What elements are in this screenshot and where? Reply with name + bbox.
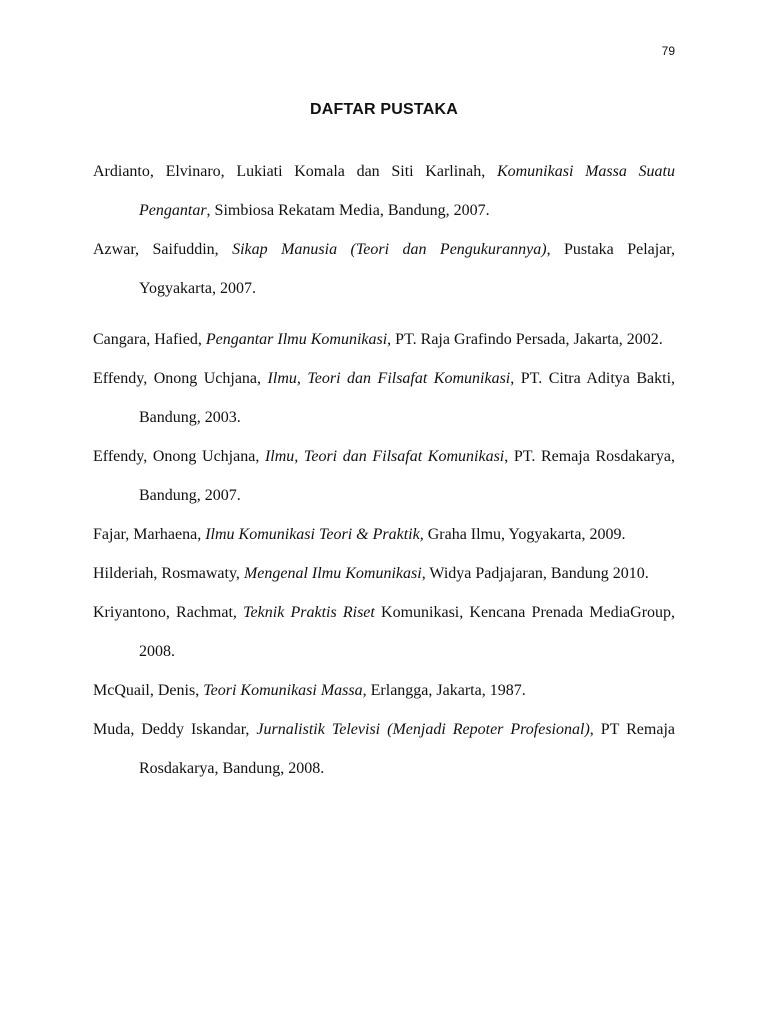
reference-author: Effendy, Onong Uchjana, — [93, 370, 262, 387]
reference-title: Sikap Manusia (Teori dan Pengukurannya) — [232, 241, 547, 258]
reference-publisher: , Simbiosa Rekatam Media, Bandung, 2007. — [206, 202, 490, 219]
reference-publisher: , PT. Raja Grafindo Persada, Jakarta, 2002. — [387, 331, 663, 348]
reference-author: Effendy, Onong Uchjana, — [93, 448, 260, 465]
reference-author: Cangara, Hafied, — [93, 331, 202, 348]
reference-publisher: , PT Remaja Rosdakarya, Bandung, 2008. — [139, 721, 676, 777]
reference-author: McQuail, Denis, — [93, 682, 200, 699]
reference-title: Jurnalistik Televisi (Menjadi Repoter Profesional) — [256, 721, 590, 738]
reference-entry — [93, 671, 675, 710]
reference-entry — [93, 320, 675, 359]
reference-author: Hilderiah, Rosmawaty, — [93, 565, 240, 582]
page-title: DAFTAR PUSTAKA — [310, 101, 458, 118]
reference-title: Ilmu, Teori dan Filsafat Komunikasi — [267, 370, 511, 387]
reference-entry — [93, 230, 675, 308]
reference-list — [93, 152, 675, 788]
reference-author: Ardianto, Elvinaro, Lukiati Komala dan Siti Karlinah, — [93, 163, 486, 180]
reference-title: Komunikasi Massa Suatu Pengantar — [139, 163, 675, 219]
reference-title: Teori Komunikasi Massa — [203, 682, 363, 699]
reference-title: Mengenal Ilmu Komunikasi — [243, 565, 422, 582]
reference-publisher: , PT. Remaja Rosdakarya, Bandung, 2007. — [139, 448, 676, 504]
reference-entry — [93, 437, 675, 515]
reference-author: Azwar, Saifuddin, — [93, 241, 219, 258]
reference-publisher: , Erlangga, Jakarta, 1987. — [362, 682, 526, 699]
reference-publisher: Komunikasi, Kencana Prenada MediaGroup, 2008. — [139, 604, 676, 660]
reference-entry — [93, 515, 675, 554]
reference-publisher: Graha Ilmu, Yogyakarta, 2009. — [423, 526, 626, 543]
reference-publisher: , Widya Padjajaran, Bandung 2010. — [421, 565, 649, 582]
reference-entry — [93, 554, 675, 593]
reference-entry — [93, 359, 675, 437]
reference-publisher: , Pustaka Pelajar, Yogyakarta, 2007. — [139, 241, 675, 297]
reference-title: Ilmu Komunikasi Teori & Praktik, — [205, 526, 424, 543]
page-number: 79 — [661, 44, 675, 58]
reference-title: Ilmu, Teori dan Filsafat Komunikasi — [264, 448, 505, 465]
reference-author: Kriyantono, Rachmat, — [93, 604, 237, 621]
reference-entry — [93, 593, 675, 671]
reference-title: Teknik Praktis Riset — [243, 604, 375, 621]
reference-entry — [93, 710, 675, 788]
reference-publisher: , PT. Citra Aditya Bakti, Bandung, 2003. — [139, 370, 676, 426]
reference-author: Fajar, Marhaena, — [93, 526, 202, 543]
reference-title: Pengantar Ilmu Komunikasi — [205, 331, 388, 348]
reference-author: Muda, Deddy Iskandar, — [93, 721, 250, 738]
reference-entry — [93, 152, 675, 230]
